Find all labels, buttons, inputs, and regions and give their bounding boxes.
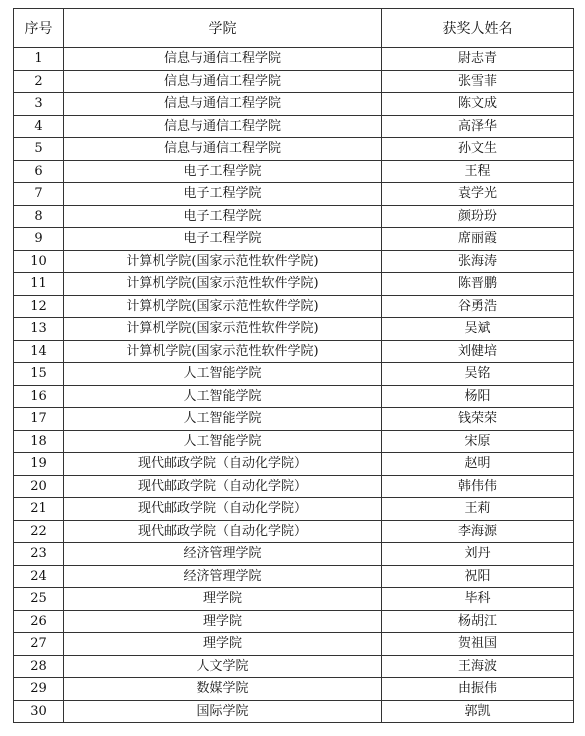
cell-index: 19 <box>14 453 64 476</box>
table-row <box>14 678 574 701</box>
cell-winner-name: 张雪菲 <box>382 70 574 93</box>
cell-index: 9 <box>14 228 64 251</box>
cell-winner-name: 由振伟 <box>382 678 574 701</box>
cell-index: 30 <box>14 700 64 723</box>
table-row <box>14 228 574 251</box>
cell-winner-name: 袁学光 <box>382 183 574 206</box>
cell-winner-name: 张海涛 <box>382 250 574 273</box>
cell-winner-name: 王程 <box>382 160 574 183</box>
cell-school: 人工智能学院 <box>64 363 382 386</box>
cell-winner-name: 贺祖国 <box>382 633 574 656</box>
cell-winner-name: 李海源 <box>382 520 574 543</box>
header-school: 学院 <box>64 9 382 48</box>
cell-index: 8 <box>14 205 64 228</box>
table-row <box>14 160 574 183</box>
table-row <box>14 430 574 453</box>
cell-school: 理学院 <box>64 588 382 611</box>
table-row <box>14 183 574 206</box>
cell-school: 信息与通信工程学院 <box>64 93 382 116</box>
cell-winner-name: 颜玢玢 <box>382 205 574 228</box>
cell-school: 计算机学院(国家示范性软件学院) <box>64 250 382 273</box>
cell-winner-name: 赵明 <box>382 453 574 476</box>
table-row <box>14 363 574 386</box>
table-row <box>14 498 574 521</box>
table-row <box>14 48 574 71</box>
cell-index: 2 <box>14 70 64 93</box>
cell-school: 现代邮政学院（自动化学院） <box>64 520 382 543</box>
cell-index: 4 <box>14 115 64 138</box>
cell-school: 人工智能学院 <box>64 408 382 431</box>
cell-school: 现代邮政学院（自动化学院） <box>64 475 382 498</box>
table-row <box>14 205 574 228</box>
table-row <box>14 385 574 408</box>
cell-winner-name: 谷勇浩 <box>382 295 574 318</box>
table-row <box>14 453 574 476</box>
cell-winner-name: 毕科 <box>382 588 574 611</box>
table-header-row <box>14 9 574 48</box>
cell-index: 11 <box>14 273 64 296</box>
cell-winner-name: 杨胡江 <box>382 610 574 633</box>
cell-school: 人工智能学院 <box>64 430 382 453</box>
header-index: 序号 <box>14 9 64 48</box>
cell-school: 计算机学院(国家示范性软件学院) <box>64 295 382 318</box>
cell-winner-name: 尉志青 <box>382 48 574 71</box>
cell-index: 24 <box>14 565 64 588</box>
table-row <box>14 250 574 273</box>
cell-index: 5 <box>14 138 64 161</box>
cell-index: 20 <box>14 475 64 498</box>
table-row <box>14 70 574 93</box>
table-row <box>14 318 574 341</box>
table-row <box>14 655 574 678</box>
cell-school: 人文学院 <box>64 655 382 678</box>
cell-school: 理学院 <box>64 610 382 633</box>
table-body <box>14 48 574 723</box>
cell-index: 12 <box>14 295 64 318</box>
table-row <box>14 408 574 431</box>
cell-school: 电子工程学院 <box>64 160 382 183</box>
cell-school: 计算机学院(国家示范性软件学院) <box>64 340 382 363</box>
table-row <box>14 475 574 498</box>
cell-index: 6 <box>14 160 64 183</box>
cell-index: 18 <box>14 430 64 453</box>
cell-index: 15 <box>14 363 64 386</box>
table-row <box>14 588 574 611</box>
cell-school: 电子工程学院 <box>64 228 382 251</box>
table-row <box>14 520 574 543</box>
cell-winner-name: 钱荣荣 <box>382 408 574 431</box>
cell-index: 26 <box>14 610 64 633</box>
cell-winner-name: 席丽霞 <box>382 228 574 251</box>
cell-school: 信息与通信工程学院 <box>64 138 382 161</box>
cell-index: 1 <box>14 48 64 71</box>
cell-winner-name: 刘健培 <box>382 340 574 363</box>
cell-school: 电子工程学院 <box>64 183 382 206</box>
cell-winner-name: 韩伟伟 <box>382 475 574 498</box>
table-row <box>14 273 574 296</box>
table-row <box>14 633 574 656</box>
cell-winner-name: 陈晋鹏 <box>382 273 574 296</box>
cell-index: 14 <box>14 340 64 363</box>
cell-index: 27 <box>14 633 64 656</box>
table-row <box>14 610 574 633</box>
cell-winner-name: 郭凯 <box>382 700 574 723</box>
cell-index: 7 <box>14 183 64 206</box>
cell-winner-name: 王海波 <box>382 655 574 678</box>
cell-winner-name: 陈文成 <box>382 93 574 116</box>
table-row <box>14 115 574 138</box>
cell-index: 22 <box>14 520 64 543</box>
cell-index: 25 <box>14 588 64 611</box>
cell-index: 23 <box>14 543 64 566</box>
cell-school: 信息与通信工程学院 <box>64 115 382 138</box>
cell-index: 28 <box>14 655 64 678</box>
cell-winner-name: 吴铭 <box>382 363 574 386</box>
cell-school: 经济管理学院 <box>64 565 382 588</box>
cell-index: 21 <box>14 498 64 521</box>
table-row <box>14 138 574 161</box>
cell-school: 计算机学院(国家示范性软件学院) <box>64 273 382 296</box>
cell-school: 现代邮政学院（自动化学院） <box>64 498 382 521</box>
table-row <box>14 700 574 723</box>
table-row <box>14 93 574 116</box>
cell-winner-name: 祝阳 <box>382 565 574 588</box>
cell-school: 电子工程学院 <box>64 205 382 228</box>
cell-school: 计算机学院(国家示范性软件学院) <box>64 318 382 341</box>
cell-school: 国际学院 <box>64 700 382 723</box>
cell-winner-name: 宋原 <box>382 430 574 453</box>
cell-school: 信息与通信工程学院 <box>64 48 382 71</box>
cell-index: 10 <box>14 250 64 273</box>
cell-winner-name: 高泽华 <box>382 115 574 138</box>
table-row <box>14 340 574 363</box>
cell-index: 17 <box>14 408 64 431</box>
cell-winner-name: 杨阳 <box>382 385 574 408</box>
cell-school: 人工智能学院 <box>64 385 382 408</box>
header-winner-name: 获奖人姓名 <box>382 9 574 48</box>
award-table <box>13 8 574 723</box>
cell-index: 13 <box>14 318 64 341</box>
cell-index: 29 <box>14 678 64 701</box>
cell-school: 数媒学院 <box>64 678 382 701</box>
cell-school: 信息与通信工程学院 <box>64 70 382 93</box>
table-row <box>14 565 574 588</box>
cell-winner-name: 刘丹 <box>382 543 574 566</box>
cell-school: 经济管理学院 <box>64 543 382 566</box>
cell-school: 现代邮政学院（自动化学院） <box>64 453 382 476</box>
cell-winner-name: 孙文生 <box>382 138 574 161</box>
table-row <box>14 543 574 566</box>
cell-school: 理学院 <box>64 633 382 656</box>
cell-winner-name: 吴斌 <box>382 318 574 341</box>
table-row <box>14 295 574 318</box>
cell-index: 16 <box>14 385 64 408</box>
cell-winner-name: 王莉 <box>382 498 574 521</box>
cell-index: 3 <box>14 93 64 116</box>
